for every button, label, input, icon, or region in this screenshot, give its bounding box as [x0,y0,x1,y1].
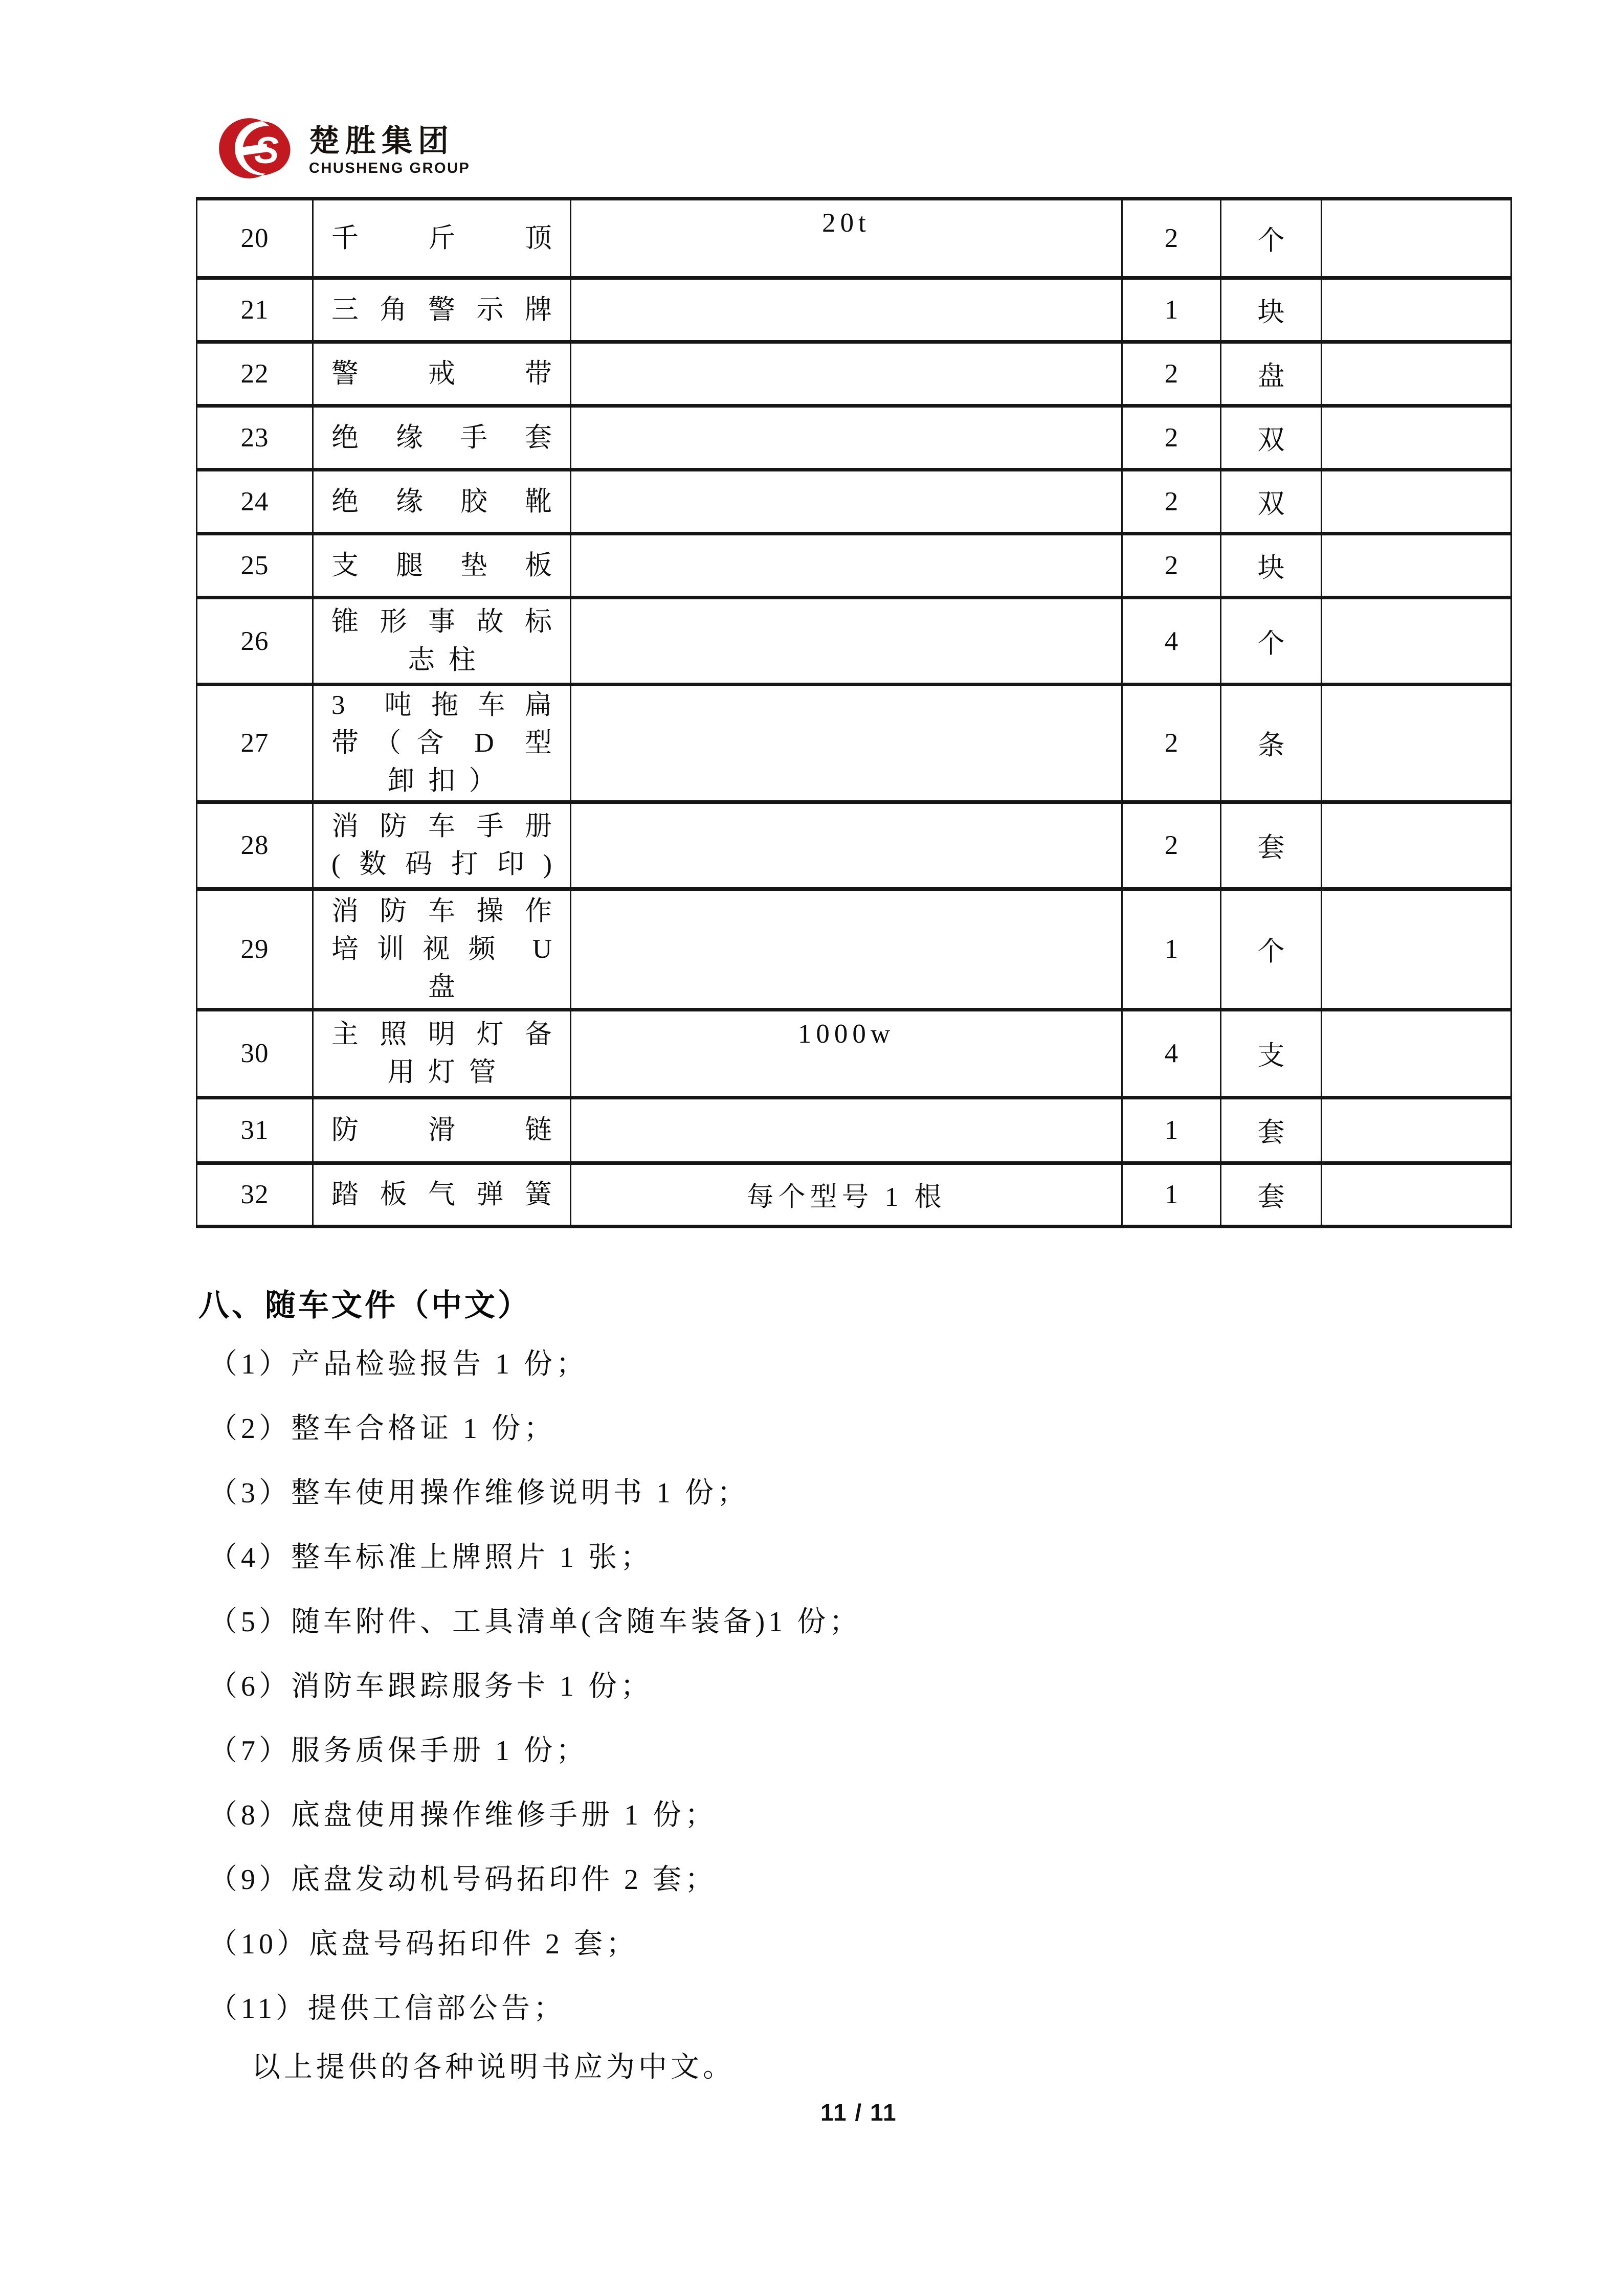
list-item: （1）产品检验报告 1 份； [209,1348,588,1380]
logo-text [309,107,470,176]
item-remark-cell [1322,685,1511,802]
list-item: （11）提供工信部公告； [209,1993,566,2024]
row-number-cell: 28 [197,802,313,889]
item-name-cell: 主 照 明 灯 备 用 灯 管 [313,1009,571,1097]
table-row [197,406,1511,470]
item-remark-cell [1322,889,1511,1009]
row-number-cell: 24 [197,470,313,534]
item-qty-cell: 1 [1122,1163,1221,1226]
list-item: （7）服务质保手册 1 份； [209,1735,588,1767]
closing-note: 以上提供的各种说明书应为中文。 [252,2052,735,2083]
item-unit-cell: 套 [1221,1097,1322,1163]
item-spec-cell [571,342,1122,406]
list-item: （2）整车合格证 1 份； [209,1413,556,1445]
item-spec-cell [571,685,1122,802]
list-item: （3）整车使用操作维修说明书 1 份； [209,1477,749,1509]
item-name-cell: 踏 板 气 弹 簧 [313,1163,571,1226]
item-spec-cell [571,1097,1122,1163]
item-unit-cell: 个 [1221,199,1322,278]
list-item: （4）整车标准上牌照片 1 张； [209,1542,653,1573]
item-remark-cell [1322,342,1511,406]
table-row [197,802,1511,889]
row-number-cell: 32 [197,1163,313,1226]
item-qty-cell: 2 [1122,342,1221,406]
item-spec-cell: 每个型号 1 根 [571,1163,1122,1226]
item-unit-cell: 套 [1221,802,1322,889]
item-name-cell: 三 角 警 示 牌 [313,278,571,342]
item-unit-cell: 条 [1221,685,1322,802]
item-name-cell: 消 防 车 手 册 ( 数 码 打 印 ) [313,802,571,889]
row-number-cell: 21 [197,278,313,342]
item-remark-cell [1322,406,1511,470]
item-qty-cell: 1 [1122,889,1221,1009]
item-name-cell: 支 腿 垫 板 [313,534,571,598]
item-remark-cell [1322,1097,1511,1163]
item-remark-cell [1322,598,1511,685]
item-name-cell: 绝 缘 胶 靴 [313,470,571,534]
item-unit-cell: 块 [1221,278,1322,342]
item-name-cell: 防 滑 链 [313,1097,571,1163]
table-row [197,598,1511,685]
list-item: （10）底盘号码拓印件 2 套； [209,1928,638,1960]
item-remark-cell [1322,802,1511,889]
row-number-cell: 23 [197,406,313,470]
item-remark-cell [1322,1009,1511,1097]
row-number-cell: 29 [197,889,313,1009]
item-name-cell: 千 斤 顶 [313,199,571,278]
table-row [197,1163,1511,1226]
item-remark-cell [1322,199,1511,278]
section-heading: 八、随车文件（中文） [198,1289,531,1322]
item-spec-cell [571,598,1122,685]
item-qty-cell: 2 [1122,470,1221,534]
row-number-cell: 27 [197,685,313,802]
item-unit-cell: 套 [1221,1163,1322,1226]
item-qty-cell: 2 [1122,406,1221,470]
list-item: （6）消防车跟踪服务卡 1 份； [209,1671,653,1702]
table-row [197,342,1511,406]
item-qty-cell: 1 [1122,278,1221,342]
item-name-cell: 锥 形 事 故 标 志 柱 [313,598,571,685]
item-qty-cell: 2 [1122,534,1221,598]
item-qty-cell: 4 [1122,598,1221,685]
item-spec-cell [571,889,1122,1009]
row-number-cell: 20 [197,199,313,278]
item-unit-cell: 双 [1221,406,1322,470]
item-qty-cell: 2 [1122,199,1221,278]
row-number-cell: 25 [197,534,313,598]
row-number-cell: 31 [197,1097,313,1163]
page-number: 11 / 11 [820,2099,897,2126]
item-qty-cell: 2 [1122,802,1221,889]
item-spec-cell [571,278,1122,342]
table-row [197,470,1511,534]
item-remark-cell [1322,470,1511,534]
list-item: （8）底盘使用操作维修手册 1 份； [209,1799,717,1831]
svg-text:S: S [254,130,279,172]
table-row [197,1009,1511,1097]
crescent-s-monogram-icon [217,107,297,189]
item-unit-cell: 盘 [1221,342,1322,406]
item-spec-cell [571,534,1122,598]
logo-en-name: CHUSHENG GROUP [309,160,471,176]
table-row [197,889,1511,1009]
row-number-cell: 30 [197,1009,313,1097]
list-item: （9）底盘发动机号码拓印件 2 套； [209,1864,717,1896]
item-spec-cell [571,406,1122,470]
list-item: （5）随车附件、工具清单(含随车装备)1 份； [209,1606,862,1638]
item-qty-cell: 1 [1122,1097,1221,1163]
item-name-cell: 消 防 车 操 作 培 训 视 频 U 盘 [313,889,571,1009]
row-number-cell: 26 [197,598,313,685]
item-qty-cell: 2 [1122,685,1221,802]
item-spec-cell [571,470,1122,534]
row-number-cell: 22 [197,342,313,406]
equipment-table [196,197,1512,1228]
table-row [197,534,1511,598]
item-spec-cell: 20t [571,199,1122,278]
table-row [197,278,1511,342]
table-row [197,685,1511,802]
table-row [197,1097,1511,1163]
item-spec-cell: 1000w [571,1009,1122,1097]
item-qty-cell: 4 [1122,1009,1221,1097]
item-unit-cell: 块 [1221,534,1322,598]
item-remark-cell [1322,278,1511,342]
company-logo [217,107,470,189]
table-row [197,199,1511,278]
item-name-cell: 绝 缘 手 套 [313,406,571,470]
item-remark-cell [1322,1163,1511,1226]
item-unit-cell: 个 [1221,889,1322,1009]
item-unit-cell: 个 [1221,598,1322,685]
item-unit-cell: 支 [1221,1009,1322,1097]
item-unit-cell: 双 [1221,470,1322,534]
logo-zh-name: 楚胜集团 [309,124,454,158]
item-remark-cell [1322,534,1511,598]
item-name-cell: 3 吨 拖 车 扁 带 （ 含 D 型 卸 扣 ） [313,685,571,802]
item-name-cell: 警 戒 带 [313,342,571,406]
document-list [209,1330,1462,2038]
item-spec-cell [571,802,1122,889]
